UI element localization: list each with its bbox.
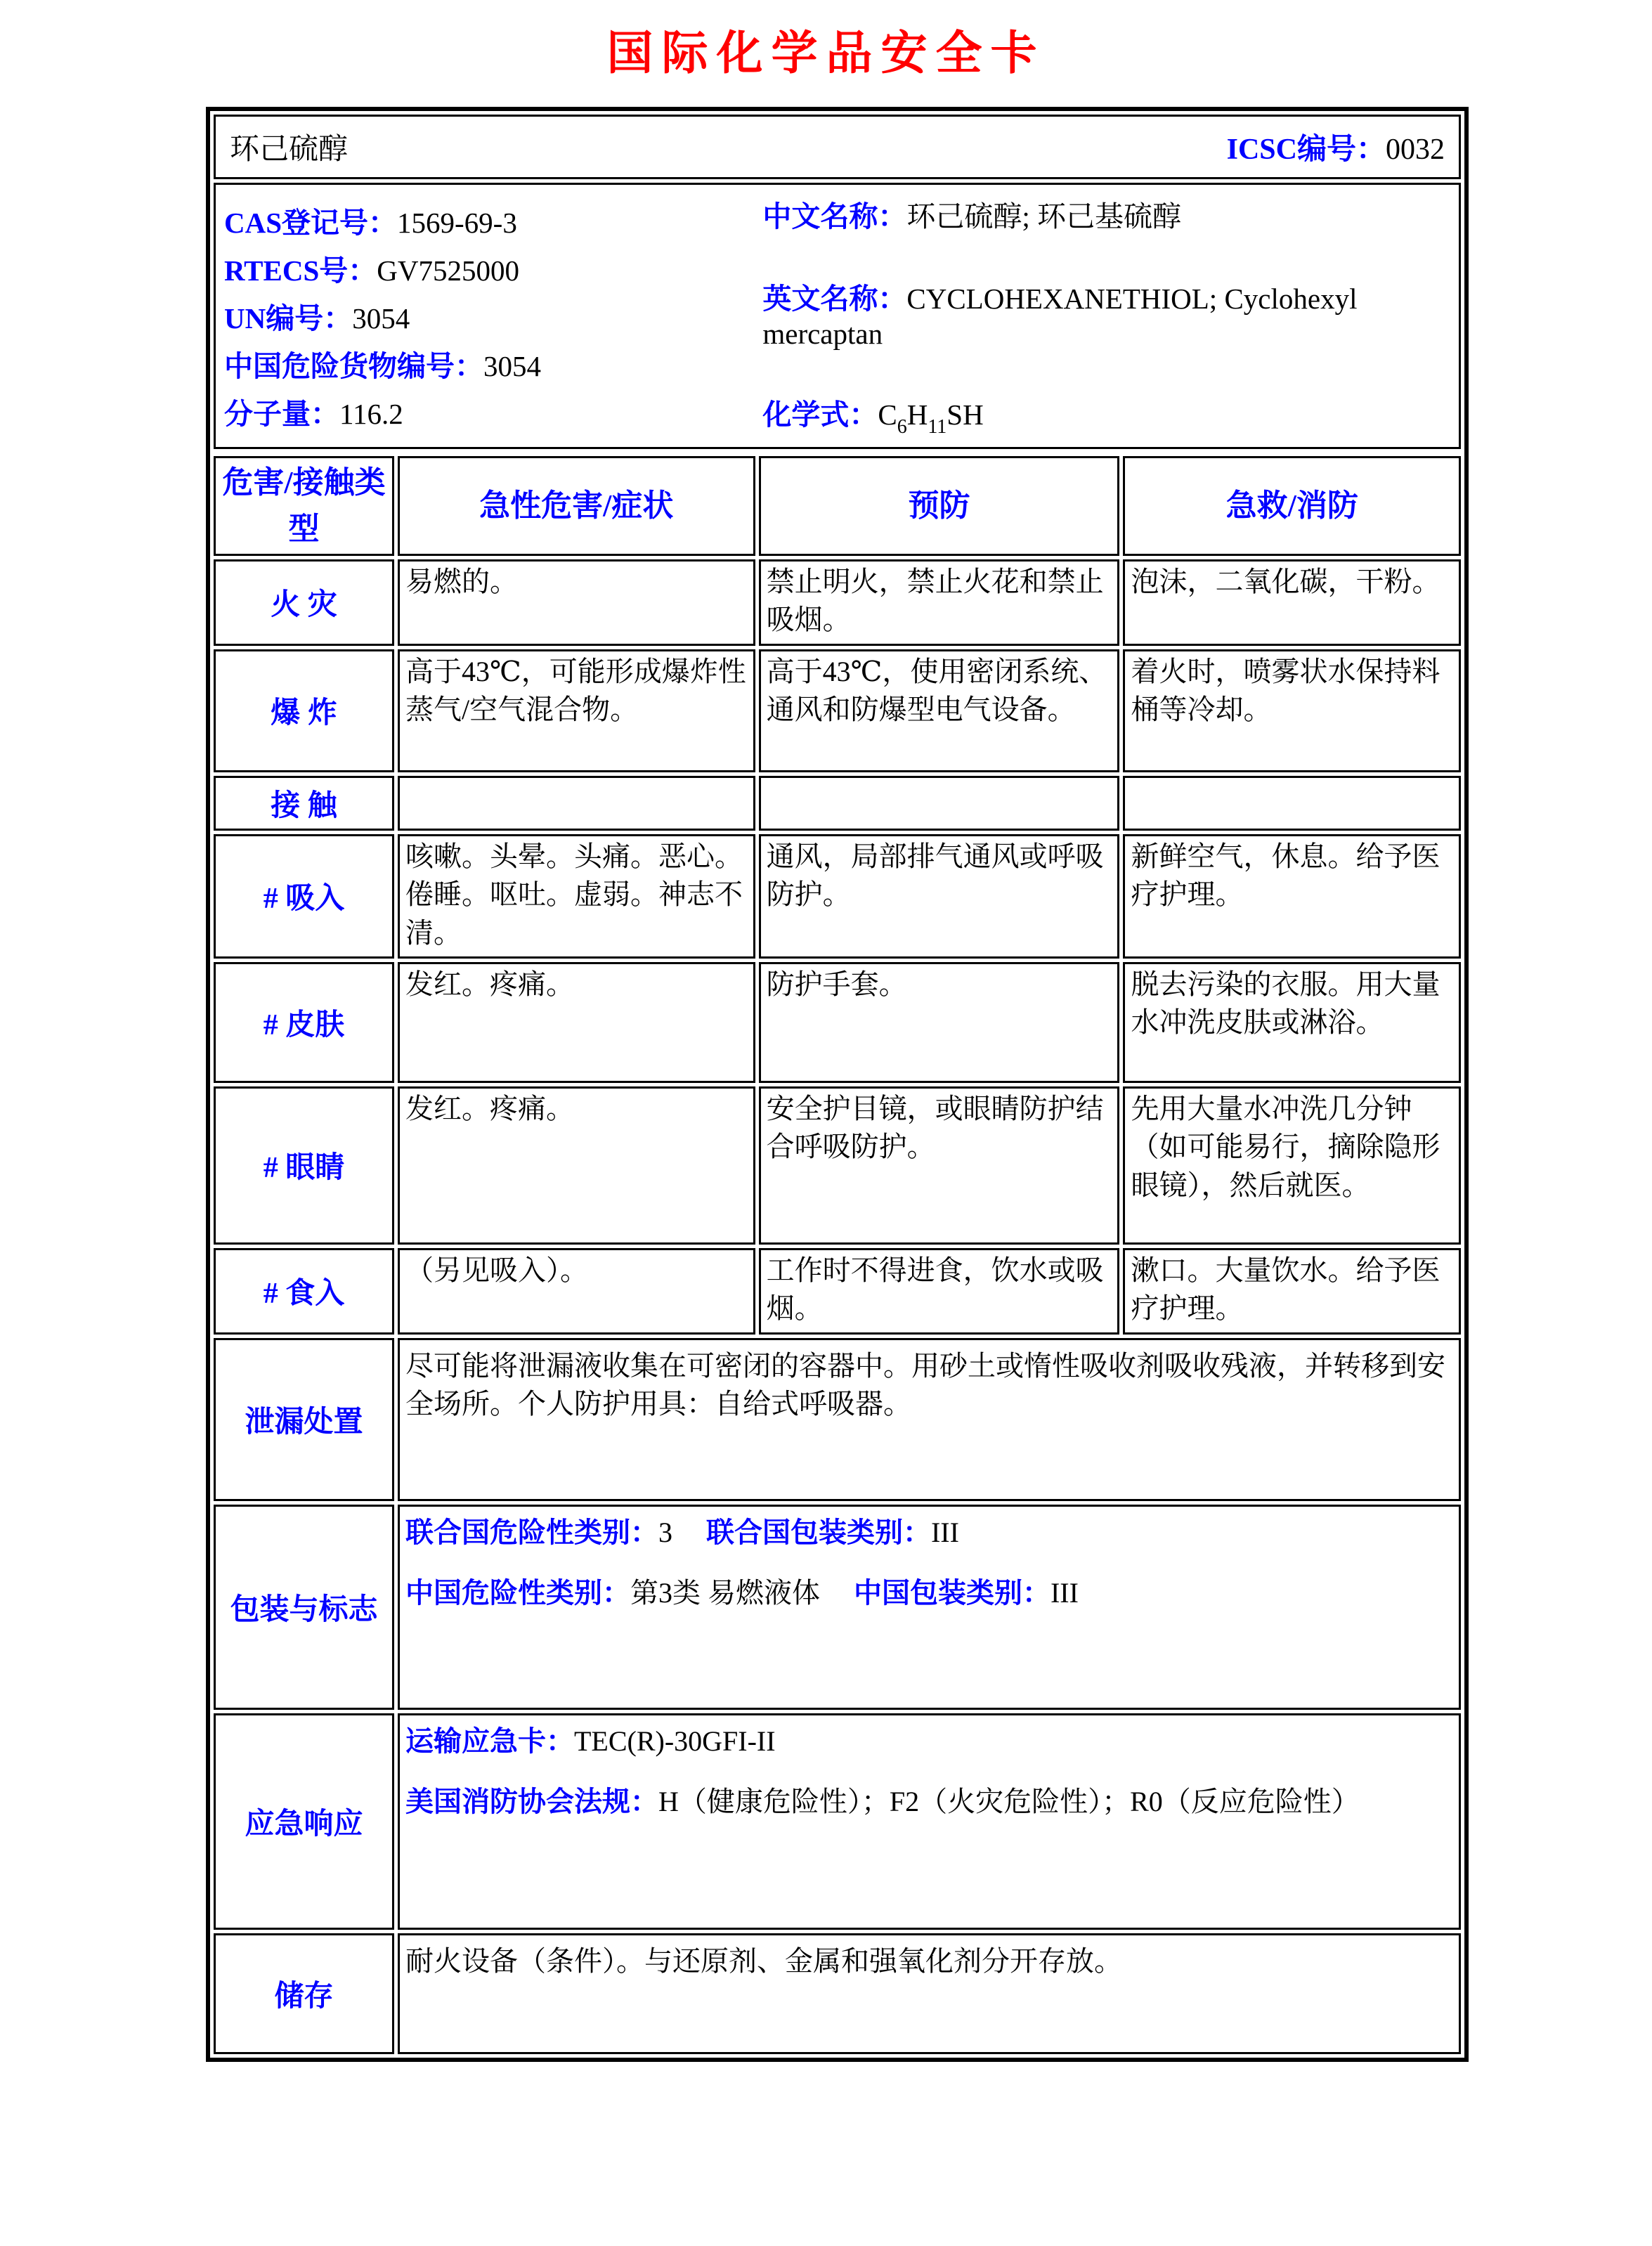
substance-name: 环己硫醇 (230, 134, 349, 166)
section-segment (405, 1725, 776, 1757)
formula-part: 6 (897, 416, 907, 438)
prevention-cell: 防护手套。 (759, 962, 1120, 1083)
section-label: 储存 (214, 1933, 394, 2054)
field-value: 3054 (483, 350, 541, 382)
first-aid-cell: 新鲜空气，休息。给予医疗护理。 (1123, 834, 1461, 959)
field-value: GV7525000 (377, 254, 519, 287)
hazard-row-label: # 皮肤 (214, 962, 394, 1083)
first-aid-cell: 脱去污染的衣服。用大量水冲洗皮肤或淋浴。 (1123, 962, 1461, 1083)
section-line (405, 1514, 1453, 1552)
section-segment (405, 1350, 1445, 1420)
prevention-cell: 禁止明火，禁止火花和禁止吸烟。 (759, 559, 1120, 646)
section-content (398, 1505, 1461, 1710)
segment-label: 中国包装类别： (853, 1577, 1051, 1609)
formula-value (878, 398, 984, 438)
hazard-table-header (214, 456, 1461, 556)
section-segment (854, 1577, 1079, 1609)
section-line (405, 1574, 1453, 1612)
hazard-row (214, 776, 1461, 831)
section-line (405, 1722, 1453, 1760)
field-label: 中国危险货物编号： (224, 350, 483, 382)
page-title: 国际化学品安全卡 (606, 28, 1046, 79)
first-aid-cell: 泡沫，二氧化碳，干粉。 (1123, 559, 1461, 646)
symptoms-cell (398, 776, 755, 831)
first-aid-cell (1123, 776, 1461, 831)
section-content (398, 1933, 1461, 2054)
section-label: 泄漏处置 (214, 1338, 394, 1501)
section-row (214, 1338, 1461, 1501)
field-value: 3054 (352, 302, 410, 335)
symptoms-cell: 高于43℃，可能形成爆炸性蒸气/空气混合物。 (398, 649, 755, 772)
symptoms-cell: （另见吸入）。 (398, 1248, 755, 1335)
section-segment (405, 1786, 1360, 1817)
segment-value: H（健康危险性）；F2（火灾危险性）；R0（反应危险性） (658, 1786, 1360, 1818)
segment-label: 联合国危险性类别： (405, 1516, 658, 1548)
hazard-row (214, 559, 1461, 646)
section-label: 包装与标志 (214, 1505, 394, 1710)
hazard-column-header: 预防 (759, 456, 1120, 556)
field-label: RTECS号： (224, 254, 377, 287)
identification-left-column (216, 188, 762, 444)
segment-label: 中国危险性类别： (405, 1577, 630, 1609)
card-header-row (214, 115, 1461, 179)
icsc-number: 0032 (1386, 134, 1445, 166)
section-line (405, 1783, 1453, 1821)
hazard-row (214, 962, 1461, 1083)
formula-part: H (906, 398, 928, 431)
identification-field (224, 200, 762, 241)
section-label: 应急响应 (214, 1713, 394, 1930)
field-label: CAS登记号： (224, 207, 398, 239)
hazard-row (214, 1086, 1461, 1245)
segment-value: III (1050, 1577, 1079, 1609)
icsc-number-field (1227, 126, 1445, 168)
prevention-cell: 高于43℃，使用密闭系统、通风和防爆型电气设备。 (759, 649, 1120, 772)
segment-value: 第3类 易燃液体 (630, 1577, 820, 1609)
chinese-name-value: 环己硫醇; 环己基硫醇 (906, 200, 1181, 233)
segment-label: 美国消防协会法规： (405, 1786, 658, 1818)
hazard-column-header: 急性危害/症状 (398, 456, 755, 556)
hazard-row (214, 649, 1461, 772)
identification-field (224, 295, 762, 337)
section-segment (405, 1517, 672, 1548)
formula-part: 11 (928, 416, 947, 438)
identification-field (224, 391, 762, 432)
field-value: 1569-69-3 (397, 207, 517, 239)
segment-label: 运输应急卡： (405, 1725, 574, 1757)
hazard-row (214, 834, 1461, 959)
hazard-row-label: # 眼睛 (214, 1086, 394, 1245)
hazard-row-label: 爆 炸 (214, 649, 394, 772)
segment-value: 尽可能将泄漏液收集在可密闭的容器中。用砂土或惰性吸收剂吸收残液，并转移到安全场所。个人防护用具：自给式呼吸器。 (405, 1349, 1445, 1420)
section-segment (405, 1577, 820, 1609)
hazard-row-label: # 食入 (214, 1248, 394, 1335)
hazard-row-label: 接 触 (214, 776, 394, 831)
section-segment (405, 1945, 1122, 1977)
identification-section (214, 183, 1461, 449)
hazard-row-label: # 吸入 (214, 834, 394, 959)
hazard-column-header: 危害/接触类型 (214, 456, 394, 556)
icsc-label: ICSC编号： (1226, 134, 1386, 166)
english-name-line (762, 275, 1449, 351)
english-name-value: CYCLOHEXANETHIOL; Cyclohexyl mercaptan (762, 283, 1358, 350)
hazard-column-header: 急救/消防 (1123, 456, 1461, 556)
prevention-cell: 工作时不得进食，饮水或吸烟。 (759, 1248, 1120, 1335)
symptoms-cell: 发红。疼痛。 (398, 962, 755, 1083)
hazard-row (214, 1248, 1461, 1335)
field-label: 分子量： (224, 398, 339, 430)
symptoms-cell: 易燃的。 (398, 559, 755, 646)
symptoms-cell: 咳嗽。头晕。头痛。恶心。倦睡。呕吐。虚弱。神志不清。 (398, 834, 755, 959)
formula-part: C (878, 398, 897, 431)
english-name-label: 英文名称： (762, 283, 907, 315)
section-row (214, 1713, 1461, 1930)
segment-value: 3 (658, 1516, 672, 1548)
section-line (405, 1942, 1453, 1980)
hazard-table (210, 453, 1464, 2058)
identification-field (224, 247, 762, 289)
chinese-name-label: 中文名称： (762, 200, 907, 233)
formula-part: SH (947, 398, 984, 431)
prevention-cell: 通风，局部排气通风或呼吸防护。 (759, 834, 1120, 959)
chinese-name-line (762, 193, 1449, 235)
formula-label: 化学式： (762, 398, 878, 431)
segment-value: 耐火设备（条件）。与还原剂、金属和强氧化剂分开存放。 (405, 1945, 1122, 1977)
field-label: UN编号： (224, 302, 353, 335)
first-aid-cell: 漱口。大量饮水。给予医疗护理。 (1123, 1248, 1461, 1335)
identification-field (224, 343, 762, 384)
segment-value: TEC(R)-30GFI-II (573, 1725, 776, 1757)
section-content (398, 1338, 1461, 1501)
segment-value: III (930, 1516, 959, 1548)
safety-card (206, 107, 1469, 2062)
segment-label: 联合国包装类别： (705, 1516, 931, 1548)
identification-right-column (762, 188, 1459, 444)
symptoms-cell: 发红。疼痛。 (398, 1086, 755, 1245)
hazard-row-label: 火 灾 (214, 559, 394, 646)
prevention-cell: 安全护目镜，或眼睛防护结合呼吸防护。 (759, 1086, 1120, 1245)
first-aid-cell: 先用大量水冲洗几分钟（如可能易行，摘除隐形眼镜），然后就医。 (1123, 1086, 1461, 1245)
field-value: 116.2 (339, 398, 403, 430)
section-line (405, 1347, 1453, 1424)
first-aid-cell: 着火时，喷雾状水保持料桶等冷却。 (1123, 649, 1461, 772)
section-row (214, 1505, 1461, 1710)
prevention-cell (759, 776, 1120, 831)
formula-line (762, 391, 1449, 439)
section-content (398, 1713, 1461, 1930)
section-row (214, 1933, 1461, 2054)
section-segment (706, 1517, 959, 1548)
